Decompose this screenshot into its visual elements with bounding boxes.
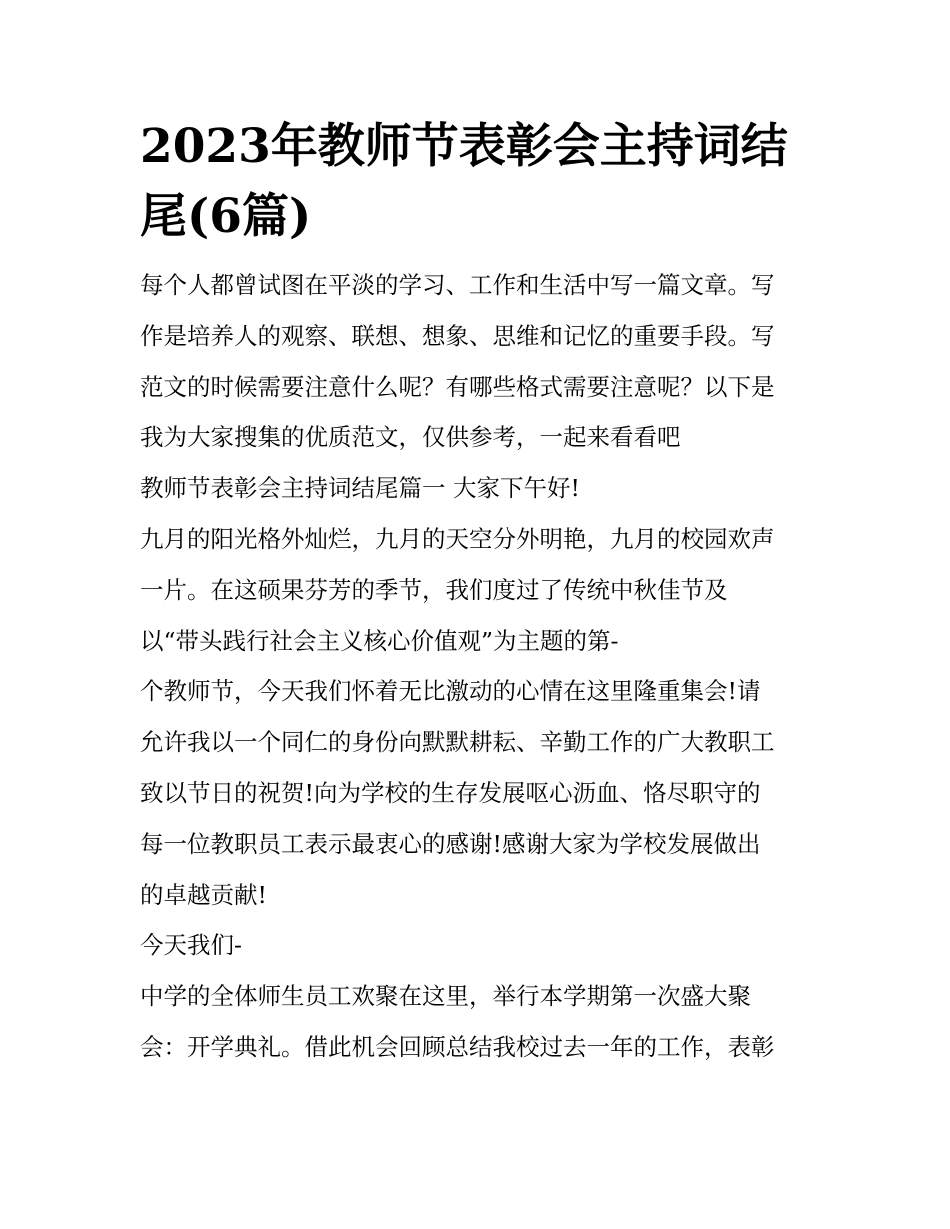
body-line: 作是培养人的观察、联想、想象、思维和记忆的重要手段。写 — [140, 321, 775, 350]
body-line: 会：开学典礼。借此机会回顾总结我校过去一年的工作，表彰 — [140, 1032, 775, 1061]
body-line: 允许我以一个同仁的身份向默默耕耘、辛勤工作的广大教职工 — [140, 728, 775, 757]
document-title — [140, 112, 820, 252]
document-page — [140, 112, 820, 1073]
body-line: 一片。在这硕果芬芳的季节，我们度过了传统中秋佳节及 — [140, 575, 728, 604]
body-line: 个教师节，今天我们怀着无比激动的心情在这里隆重集会!请 — [140, 677, 761, 706]
body-line: 今天我们- — [140, 931, 242, 960]
body-line: 教师节表彰会主持词结尾篇一 大家下午好! — [140, 474, 580, 503]
body-line: 范文的时候需要注意什么呢？有哪些格式需要注意呢？以下是 — [140, 372, 775, 401]
body-line: 中学的全体师生员工欢聚在这里，举行本学期第一次盛大聚 — [140, 982, 751, 1011]
body-line: 每个人都曾试图在平淡的学习、工作和生活中写一篇文章。写 — [140, 271, 775, 299]
body-line: 我为大家搜集的优质范文，仅供参考，一起来看看吧 — [140, 423, 681, 452]
document-body — [140, 260, 820, 1073]
body-line: 致以节日的祝贺!向为学校的生存发展呕心沥血、恪尽职守的 — [140, 778, 761, 807]
body-line: 九月的阳光格外灿烂，九月的天空分外明艳，九月的校园欢声 — [140, 524, 775, 553]
body-line: 以“带头践行社会主义核心价值观”为主题的第- — [140, 626, 619, 655]
title-line-1: 2023年教师节表彰会主持词结 — [140, 119, 788, 174]
title-line-2: 尾(6篇) — [140, 189, 312, 244]
body-line: 每一位教职员工表示最衷心的感谢!感谢大家为学校发展做出 — [140, 829, 761, 858]
body-line: 的卓越贡献! — [140, 880, 267, 909]
